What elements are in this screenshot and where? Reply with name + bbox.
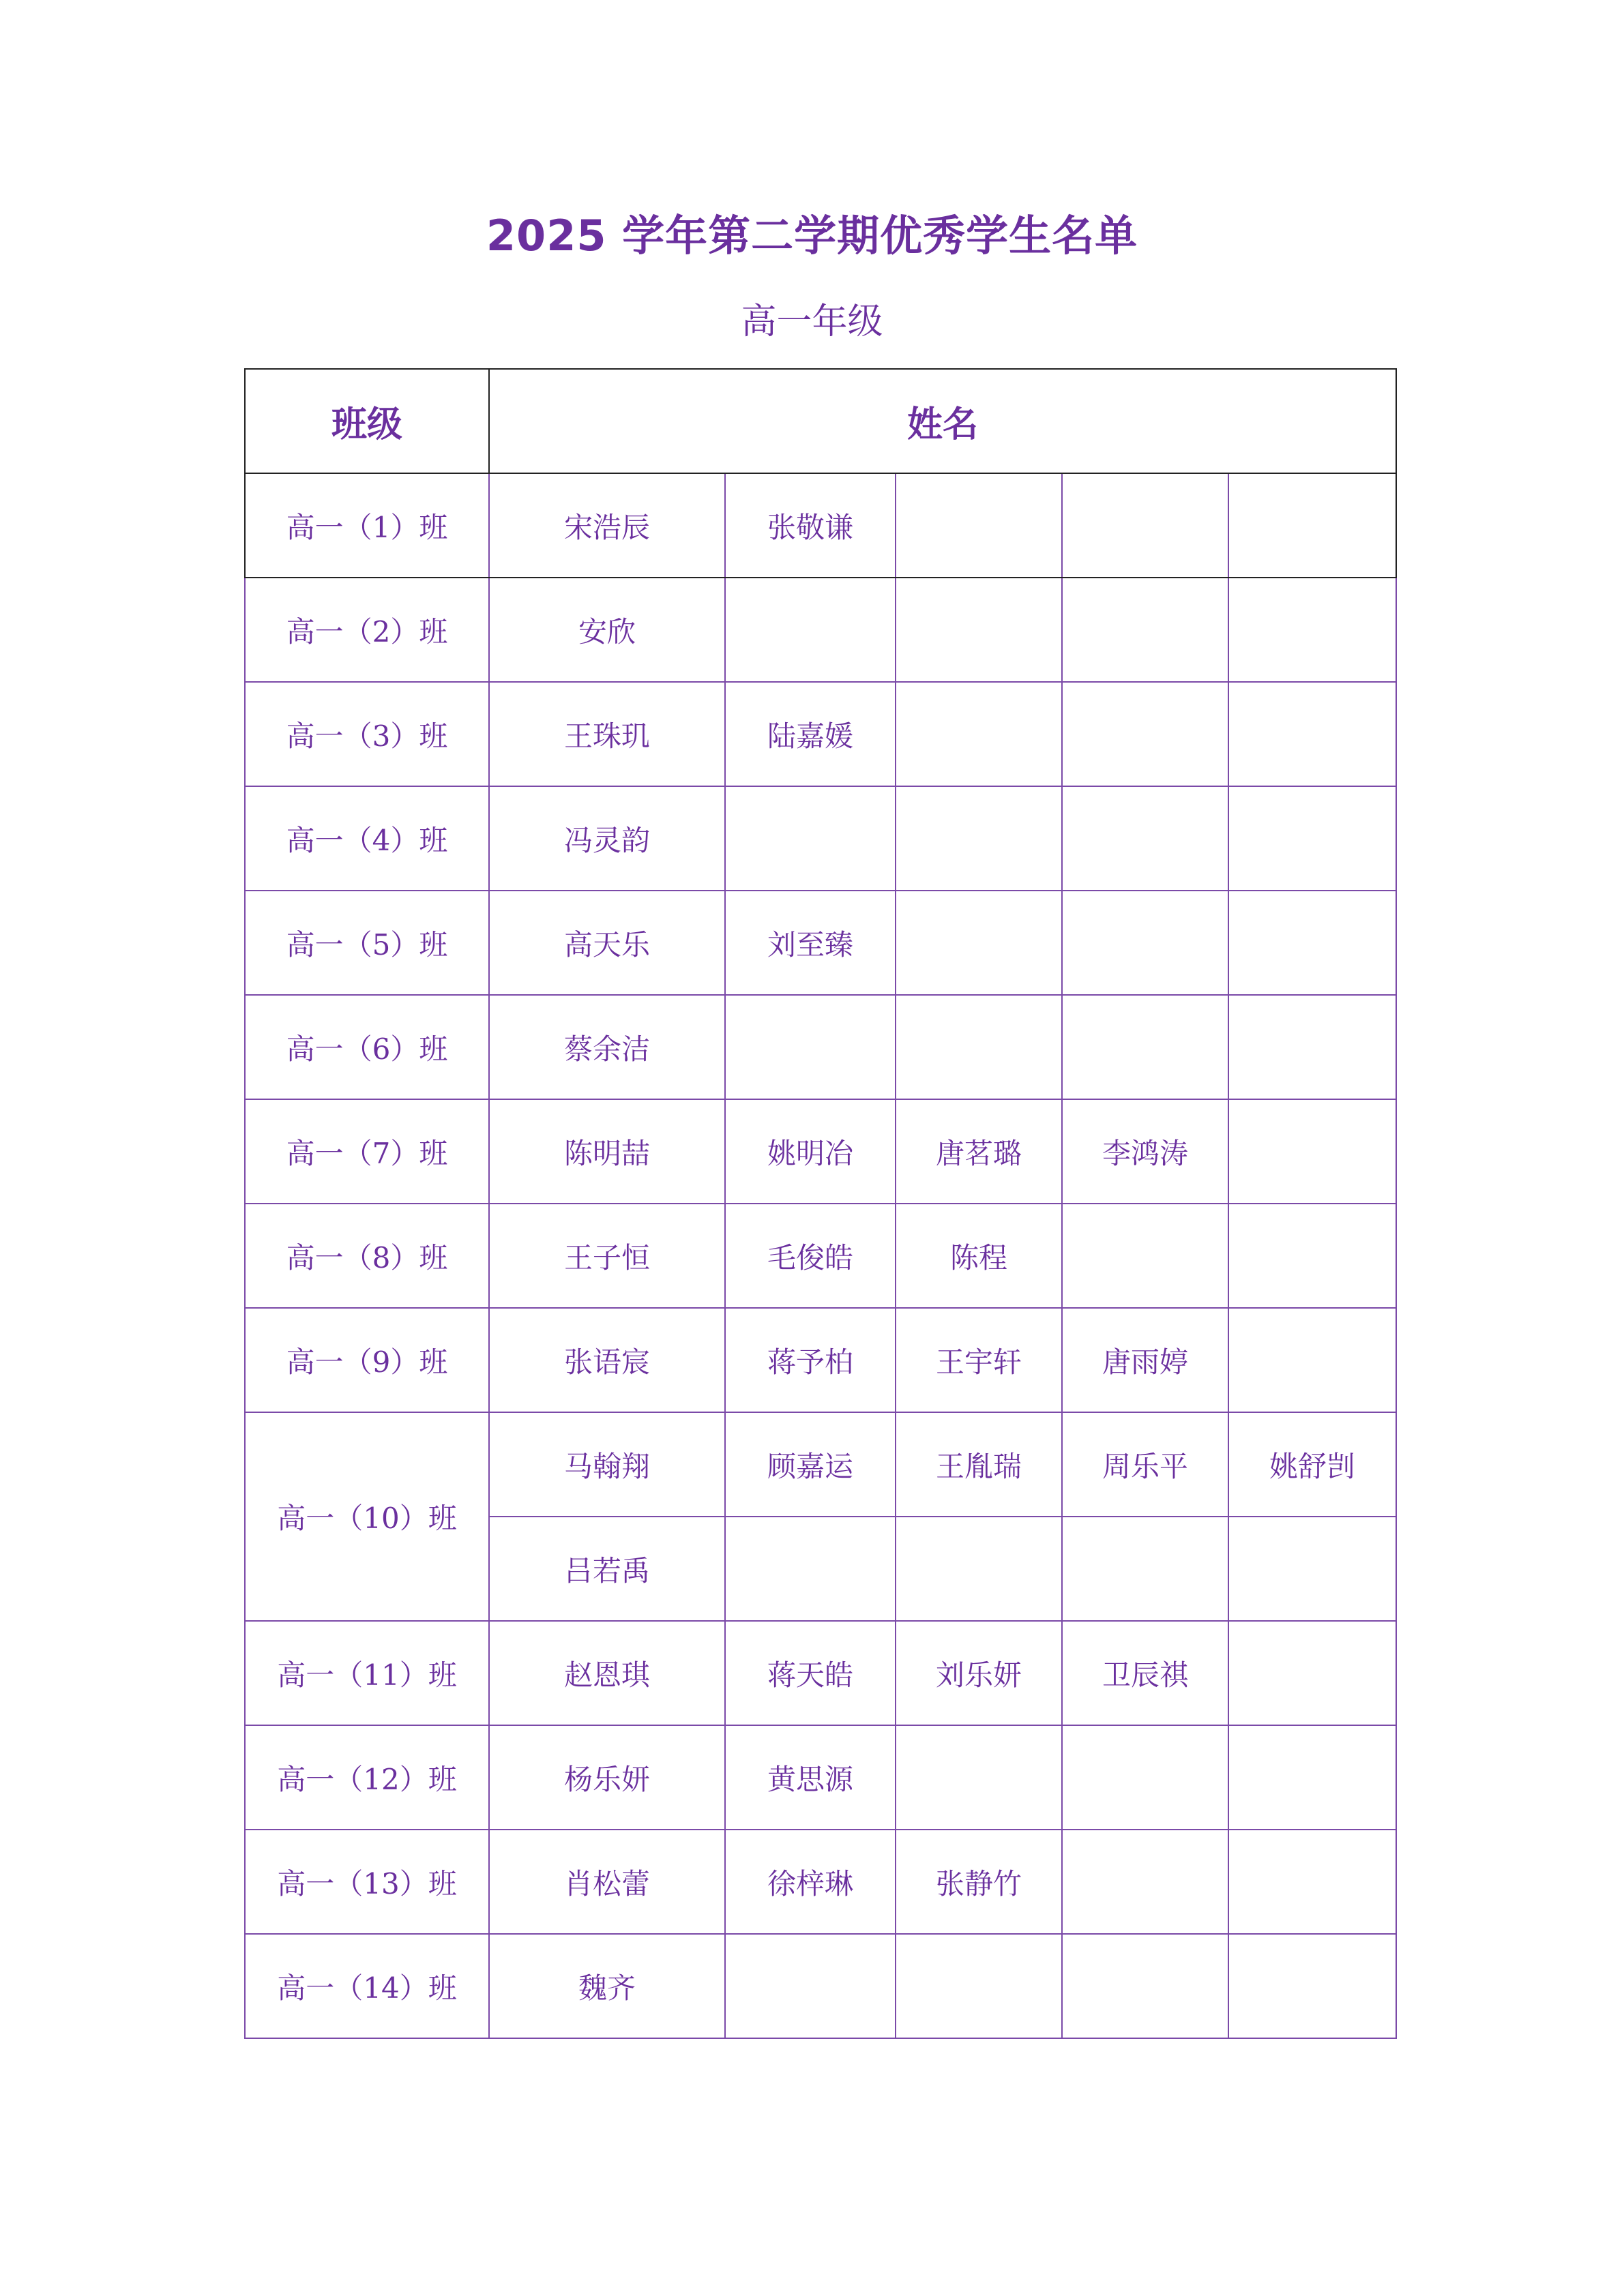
student-name-cell: 王宇轩 — [896, 1308, 1062, 1412]
empty-name-cell — [1062, 1517, 1228, 1621]
student-name-cell: 陈明喆 — [489, 1099, 725, 1204]
empty-name-cell — [1062, 1725, 1228, 1830]
table-row — [245, 1204, 1396, 1308]
empty-name-cell — [1228, 995, 1396, 1099]
student-name-cell: 李鸿涛 — [1062, 1099, 1228, 1204]
student-roster-table — [244, 368, 1397, 2039]
class-cell: 高一（7）班 — [245, 1099, 489, 1204]
class-cell: 高一（8）班 — [245, 1204, 489, 1308]
table-row — [245, 995, 1396, 1099]
student-name-cell: 王珠玑 — [489, 682, 725, 786]
empty-name-cell — [725, 1517, 896, 1621]
student-name-cell: 黄思源 — [725, 1725, 896, 1830]
empty-name-cell — [896, 1517, 1062, 1621]
class-cell: 高一（3）班 — [245, 682, 489, 786]
table-row — [245, 1725, 1396, 1830]
student-name-cell: 卫辰祺 — [1062, 1621, 1228, 1725]
empty-name-cell — [1228, 1621, 1396, 1725]
empty-name-cell — [1228, 1725, 1396, 1830]
student-name-cell: 蒋予柏 — [725, 1308, 896, 1412]
student-name-cell: 马翰翔 — [489, 1412, 725, 1517]
table-row — [245, 1934, 1396, 2038]
class-cell: 高一（13）班 — [245, 1830, 489, 1934]
student-name-cell: 安欣 — [489, 578, 725, 682]
empty-name-cell — [1062, 995, 1228, 1099]
class-cell: 高一（1）班 — [245, 473, 489, 578]
empty-name-cell — [896, 473, 1062, 578]
student-name-cell: 刘乐妍 — [896, 1621, 1062, 1725]
empty-name-cell — [896, 1725, 1062, 1830]
class-cell: 高一（10）班 — [245, 1412, 489, 1621]
table-row — [245, 473, 1396, 578]
empty-name-cell — [896, 578, 1062, 682]
student-name-cell: 姚舒剀 — [1228, 1412, 1396, 1517]
class-cell: 高一（2）班 — [245, 578, 489, 682]
empty-name-cell — [1062, 473, 1228, 578]
empty-name-cell — [896, 1934, 1062, 2038]
empty-name-cell — [1062, 578, 1228, 682]
empty-name-cell — [1228, 786, 1396, 891]
header-class: 班级 — [245, 369, 489, 473]
student-name-cell: 吕若禹 — [489, 1517, 725, 1621]
grade-title: 高一年级 — [741, 301, 883, 342]
empty-name-cell — [1062, 891, 1228, 995]
student-name-cell: 刘至臻 — [725, 891, 896, 995]
empty-name-cell — [896, 995, 1062, 1099]
student-name-cell: 蔡余洁 — [489, 995, 725, 1099]
empty-name-cell — [896, 682, 1062, 786]
page-title: 2025 学年第二学期优秀学生名单 — [486, 211, 1138, 260]
empty-name-cell — [1228, 1099, 1396, 1204]
empty-name-cell — [1062, 682, 1228, 786]
empty-name-cell — [1228, 1517, 1396, 1621]
table-row — [245, 1099, 1396, 1204]
table-row — [245, 786, 1396, 891]
empty-name-cell — [1062, 1934, 1228, 2038]
class-cell: 高一（5）班 — [245, 891, 489, 995]
class-cell: 高一（14）班 — [245, 1934, 489, 2038]
table-header-row — [245, 369, 1396, 473]
student-name-cell: 魏齐 — [489, 1934, 725, 2038]
class-cell: 高一（11）班 — [245, 1621, 489, 1725]
empty-name-cell — [1228, 1830, 1396, 1934]
student-name-cell: 唐茗璐 — [896, 1099, 1062, 1204]
empty-name-cell — [725, 995, 896, 1099]
empty-name-cell — [1062, 786, 1228, 891]
table-row — [245, 891, 1396, 995]
empty-name-cell — [1062, 1204, 1228, 1308]
student-name-cell: 杨乐妍 — [489, 1725, 725, 1830]
student-name-cell: 王子恒 — [489, 1204, 725, 1308]
empty-name-cell — [725, 1934, 896, 2038]
table-row — [245, 1830, 1396, 1934]
empty-name-cell — [1228, 1308, 1396, 1412]
student-name-cell: 冯灵韵 — [489, 786, 725, 891]
student-name-cell: 宋浩辰 — [489, 473, 725, 578]
class-cell: 高一（4）班 — [245, 786, 489, 891]
empty-name-cell — [1228, 578, 1396, 682]
table-body — [245, 473, 1396, 2038]
table-row — [245, 682, 1396, 786]
empty-name-cell — [1228, 1934, 1396, 2038]
student-name-cell: 陈程 — [896, 1204, 1062, 1308]
student-name-cell: 王胤瑞 — [896, 1412, 1062, 1517]
student-name-cell: 肖松蕾 — [489, 1830, 725, 1934]
class-cell: 高一（9）班 — [245, 1308, 489, 1412]
student-name-cell: 张语宸 — [489, 1308, 725, 1412]
student-name-cell: 徐梓琳 — [725, 1830, 896, 1934]
student-name-cell: 顾嘉运 — [725, 1412, 896, 1517]
empty-name-cell — [725, 578, 896, 682]
table-row — [245, 1308, 1396, 1412]
student-name-cell: 唐雨婷 — [1062, 1308, 1228, 1412]
student-name-cell: 蒋天皓 — [725, 1621, 896, 1725]
table-row — [245, 1412, 1396, 1517]
table-row — [245, 578, 1396, 682]
empty-name-cell — [896, 786, 1062, 891]
student-name-cell: 高天乐 — [489, 891, 725, 995]
student-name-cell: 陆嘉媛 — [725, 682, 896, 786]
class-cell: 高一（6）班 — [245, 995, 489, 1099]
student-name-cell: 赵恩琪 — [489, 1621, 725, 1725]
table-row — [245, 1621, 1396, 1725]
student-name-cell: 周乐平 — [1062, 1412, 1228, 1517]
empty-name-cell — [1228, 473, 1396, 578]
empty-name-cell — [1228, 891, 1396, 995]
empty-name-cell — [1228, 1204, 1396, 1308]
empty-name-cell — [1062, 1830, 1228, 1934]
empty-name-cell — [1228, 682, 1396, 786]
header-names: 姓名 — [489, 369, 1396, 473]
student-name-cell: 毛俊皓 — [725, 1204, 896, 1308]
class-cell: 高一（12）班 — [245, 1725, 489, 1830]
empty-name-cell — [896, 891, 1062, 995]
student-name-cell: 张静竹 — [896, 1830, 1062, 1934]
student-name-cell: 姚明冶 — [725, 1099, 896, 1204]
student-name-cell: 张敬谦 — [725, 473, 896, 578]
empty-name-cell — [725, 786, 896, 891]
